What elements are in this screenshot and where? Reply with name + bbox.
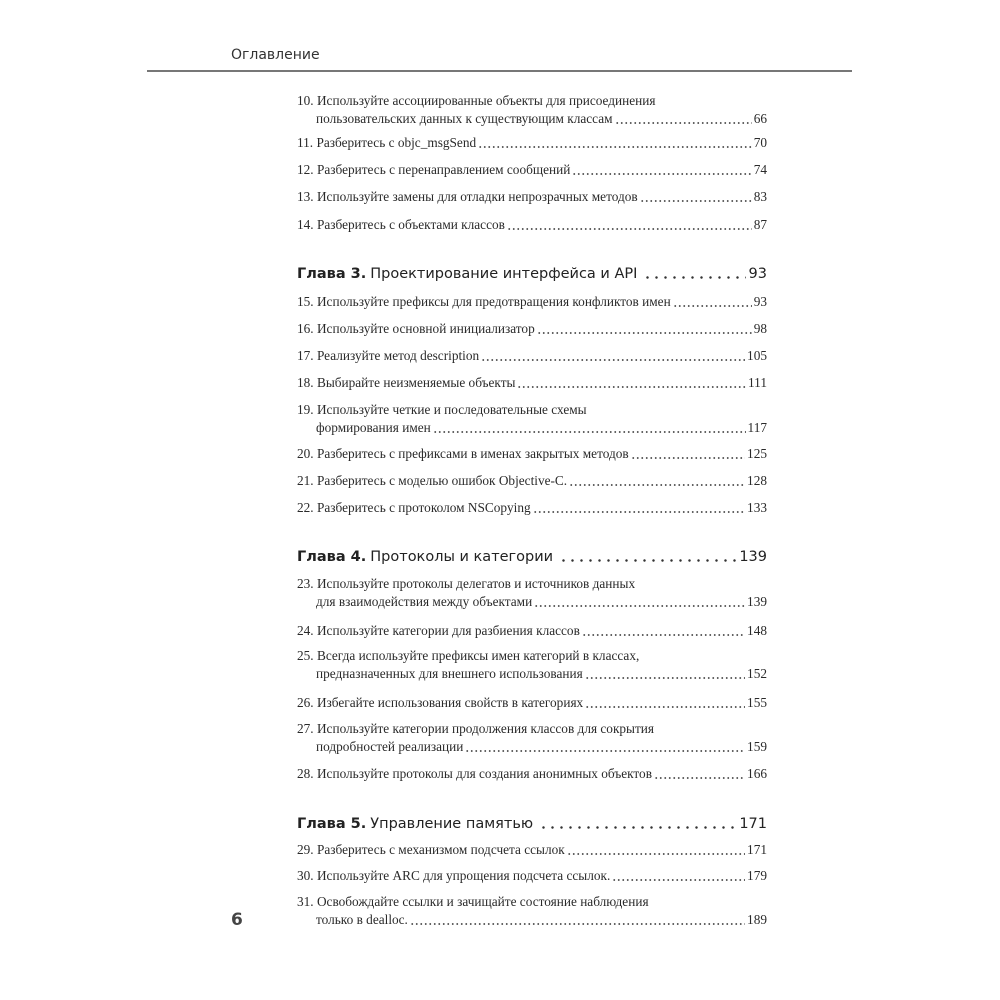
- dot-leader: [534, 605, 745, 607]
- chapter-label: Глава 4.: [297, 549, 367, 565]
- entry-title-line: для взаимодействия между объектами: [316, 594, 533, 609]
- entry-page: 155: [747, 695, 767, 710]
- page-number: 6: [231, 910, 243, 930]
- toc-entry[interactable]: [297, 401, 767, 437]
- toc-entry[interactable]: [297, 720, 767, 756]
- toc-entry[interactable]: [297, 765, 767, 783]
- toc-entry[interactable]: [297, 575, 767, 611]
- entry-title-line: 14. Разберитесь с объектами классов: [297, 217, 505, 232]
- toc-entry[interactable]: [297, 867, 767, 885]
- entry-title-line: 24. Используйте категории для разбиения классов: [297, 623, 580, 638]
- entry-page: 93: [753, 294, 767, 309]
- entry-title-line: пользовательских данных к существующим классам: [316, 111, 613, 126]
- toc-entry[interactable]: [297, 134, 767, 152]
- entry-page: 105: [747, 348, 767, 363]
- entry-title-line: подробностей реализации: [316, 739, 464, 754]
- toc-entry[interactable]: [297, 216, 767, 234]
- entry-page: 117: [747, 420, 767, 435]
- entry-page: 139: [747, 594, 767, 609]
- header-rule: [147, 70, 852, 72]
- entry-title-line: 29. Разберитесь с механизмом подсчета ссылок: [297, 842, 565, 857]
- entry-page: 66: [753, 111, 767, 126]
- entry-title-line: 15. Используйте префиксы для предотвращения конфликтов имен: [297, 294, 671, 309]
- dot-leader: [643, 276, 745, 279]
- entry-page: 159: [747, 739, 767, 754]
- toc-entry[interactable]: [297, 841, 767, 859]
- toc-entry[interactable]: [297, 472, 767, 490]
- dot-leader: [631, 457, 745, 459]
- dot-leader: [612, 879, 745, 881]
- dot-leader: [478, 146, 752, 148]
- entry-title-line: 26. Избегайте использования свойств в категориях: [297, 695, 584, 710]
- entry-page: 87: [753, 217, 767, 232]
- chapter-title: Управление памятью: [370, 816, 534, 832]
- entry-page: 166: [747, 766, 767, 781]
- entry-page: 111: [748, 375, 767, 390]
- entry-title-line: 17. Реализуйте метод description: [297, 348, 480, 363]
- entry-title-line: 21. Разберитесь с моделью ошибок Objective-C.: [297, 473, 568, 488]
- entry-page: 148: [747, 623, 767, 638]
- dot-leader: [567, 853, 745, 855]
- entry-page: 98: [753, 321, 767, 336]
- chapter-page: 171: [739, 816, 767, 832]
- entry-title-line: 22. Разберитесь с протоколом NSCopying: [297, 500, 531, 515]
- entry-title-line: 25. Всегда используйте префиксы имен категорий в классах,: [297, 648, 640, 663]
- chapter-page: 139: [739, 549, 767, 565]
- entry-page: 152: [747, 666, 767, 681]
- entry-title-line: 16. Используйте основной инициализатор: [297, 321, 535, 336]
- dot-leader: [465, 750, 745, 752]
- dot-leader: [572, 173, 751, 175]
- toc-entry[interactable]: [297, 347, 767, 365]
- entry-page: 171: [747, 842, 767, 857]
- entry-title-line: 12. Разберитесь с перенаправлением сообщений: [297, 162, 571, 177]
- dot-leader: [615, 122, 752, 124]
- entry-title-line: 18. Выбирайте неизменяемые объекты: [297, 375, 516, 390]
- entry-title-line: 20. Разберитесь с префиксами в именах закрытых методов: [297, 446, 629, 461]
- dot-leader: [537, 332, 752, 334]
- entry-page: 125: [747, 446, 767, 461]
- dot-leader: [410, 923, 745, 925]
- dot-leader: [673, 305, 752, 307]
- toc-entry[interactable]: [297, 622, 767, 640]
- dot-leader: [640, 200, 752, 202]
- dot-leader: [654, 777, 745, 779]
- entry-page: 133: [747, 500, 767, 515]
- dot-leader: [539, 826, 736, 829]
- chapter-title: Проектирование интерфейса и API: [370, 266, 638, 282]
- entry-title-line: 13. Используйте замены для отладки непрозрачных методов: [297, 189, 638, 204]
- dot-leader: [585, 706, 745, 708]
- entry-page: 70: [753, 135, 767, 150]
- dot-leader: [433, 431, 746, 433]
- dot-leader: [582, 634, 745, 636]
- entry-page: 74: [753, 162, 767, 177]
- dot-leader: [533, 511, 745, 513]
- entry-title-line: 28. Используйте протоколы для создания анонимных объектов: [297, 766, 652, 781]
- entry-page: 83: [753, 189, 767, 204]
- toc-entry[interactable]: [297, 647, 767, 683]
- chapter-label: Глава 5.: [297, 816, 367, 832]
- entry-title-line: 31. Освобождайте ссылки и зачищайте состояние наблюдения: [297, 894, 649, 909]
- entry-title-line: 27. Используйте категории продолжения классов для сокрытия: [297, 721, 655, 736]
- dot-leader: [569, 484, 745, 486]
- entry-page: 189: [747, 912, 767, 927]
- toc-entry[interactable]: [297, 92, 767, 128]
- entry-page: 179: [747, 868, 767, 883]
- entry-title-line: 10. Используйте ассоциированные объекты для присоединения: [297, 93, 656, 108]
- chapter-page: 93: [748, 266, 767, 282]
- toc-entry[interactable]: [297, 293, 767, 311]
- chapter-label: Глава 3.: [297, 266, 367, 282]
- toc-entry[interactable]: [297, 374, 767, 392]
- toc-chapter[interactable]: [297, 814, 767, 834]
- dot-leader: [481, 359, 745, 361]
- entry-title-line: формирования имен: [316, 420, 431, 435]
- entry-title-line: 23. Используйте протоколы делегатов и источников данных: [297, 576, 636, 591]
- dot-leader: [507, 228, 752, 230]
- dot-leader: [559, 559, 736, 562]
- toc-chapter[interactable]: [297, 264, 767, 284]
- entry-title-line: 19. Используйте четкие и последовательные схемы: [297, 402, 587, 417]
- entry-title-line: 30. Используйте ARC для упрощения подсчета ссылок.: [297, 868, 611, 883]
- toc-entry[interactable]: [297, 188, 767, 206]
- entry-title-line: 11. Разберитесь с objc_msgSend: [297, 135, 477, 150]
- toc-entry[interactable]: [297, 445, 767, 463]
- toc-entry[interactable]: [297, 320, 767, 338]
- entry-title-line: только в dealloc.: [316, 912, 408, 927]
- toc-chapter[interactable]: [297, 547, 767, 567]
- toc-entry[interactable]: [297, 893, 767, 929]
- entry-title-line: предназначенных для внешнего использования: [316, 666, 583, 681]
- dot-leader: [517, 386, 746, 388]
- entry-page: 128: [747, 473, 767, 488]
- chapter-title: Протоколы и категории: [370, 549, 554, 565]
- toc-entry[interactable]: [297, 499, 767, 517]
- toc-entry[interactable]: [297, 161, 767, 179]
- running-header: Оглавление: [231, 47, 320, 63]
- toc-entry[interactable]: [297, 694, 767, 712]
- dot-leader: [585, 677, 745, 679]
